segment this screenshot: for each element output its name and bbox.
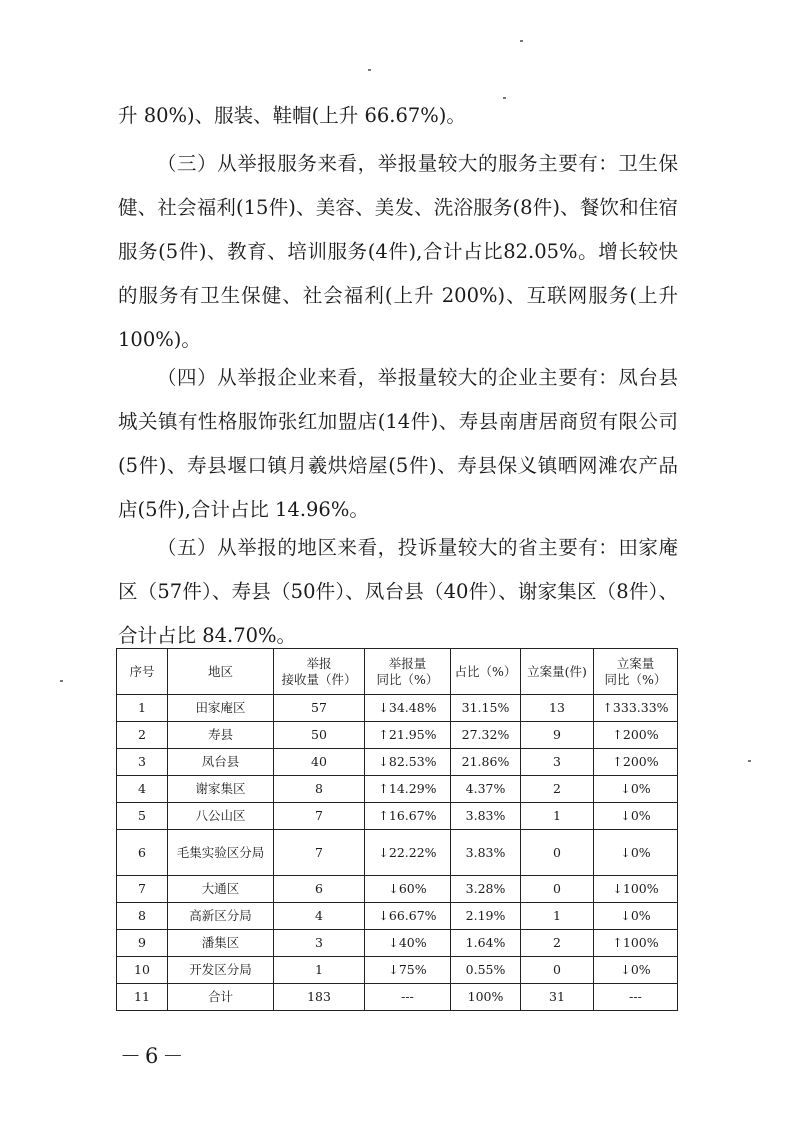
table-cell: 毛集实验区分局	[168, 830, 274, 876]
table-cell: 6	[274, 876, 365, 903]
table-cell: 7	[117, 876, 168, 903]
table-cell: 13	[521, 695, 594, 722]
table-header-cell	[117, 649, 168, 695]
table-cell: ↓0%	[594, 803, 678, 830]
table-cell: 谢家集区	[168, 776, 274, 803]
scan-speck	[60, 680, 63, 682]
header-line: 地区	[207, 663, 233, 679]
table-cell: ↓0%	[594, 776, 678, 803]
header-line: 同比（%）	[376, 671, 439, 687]
table-cell: 1.64%	[451, 930, 521, 957]
table-cell: 0	[521, 830, 594, 876]
table-cell: 凤台县	[168, 749, 274, 776]
table-cell: 3	[117, 749, 168, 776]
table-row	[117, 722, 678, 749]
table-cell: 寿县	[168, 722, 274, 749]
table-cell: 高新区分局	[168, 903, 274, 930]
paragraph-continuation: 升 80%)、服装、鞋帽(上升 66.67%)。	[118, 104, 466, 127]
header-line: 举报	[306, 655, 332, 671]
table-cell: ↑21.95%	[365, 722, 451, 749]
table-cell: 31	[521, 984, 594, 1011]
scan-speck	[368, 69, 371, 71]
table-cell: 8	[274, 776, 365, 803]
table-cell: 3.83%	[451, 830, 521, 876]
table-row	[117, 749, 678, 776]
table-header-cell	[451, 649, 521, 695]
table-cell: ↓40%	[365, 930, 451, 957]
table-row	[117, 803, 678, 830]
table-cell: 4	[274, 903, 365, 930]
paragraph-services: （三）从举报服务来看，举报量较大的服务主要有：卫生保健、社会福利(15件)、美容、美发、洗浴服务(8件)、餐饮和住宿服务(5件)、教育、培训服务(4件),合计占比82.05%。增长较快的服务有卫生保健、社会福利(上升 200%)、互联网服务(上升 100%)。	[118, 152, 678, 351]
table-cell: ↓0%	[594, 903, 678, 930]
table-header-cell	[365, 649, 451, 695]
header-line: 立案量(件)	[527, 663, 587, 679]
table-row	[117, 957, 678, 984]
table-cell: ---	[594, 984, 678, 1011]
table-cell: 1	[521, 803, 594, 830]
table-cell: 2	[117, 722, 168, 749]
table-cell: ↑333.33%	[594, 695, 678, 722]
table-cell: 3	[521, 749, 594, 776]
table-row	[117, 903, 678, 930]
table-cell: ↓82.53%	[365, 749, 451, 776]
header-line: 立案量	[616, 655, 655, 671]
table-row	[117, 776, 678, 803]
table-cell: 2	[521, 776, 594, 803]
table-cell: 8	[117, 903, 168, 930]
region-report-table	[116, 648, 678, 1011]
table-cell: 7	[274, 830, 365, 876]
table-cell: 2	[521, 930, 594, 957]
header-line: 举报量	[388, 655, 427, 671]
header-line: 占比（%）	[454, 663, 517, 679]
table-cell: 50	[274, 722, 365, 749]
table-header-row	[117, 649, 678, 695]
table-cell: ↑16.67%	[365, 803, 451, 830]
table-cell: 3.28%	[451, 876, 521, 903]
table-cell: ↓60%	[365, 876, 451, 903]
table-cell: 57	[274, 695, 365, 722]
table-cell: 潘集区	[168, 930, 274, 957]
table-body	[117, 695, 678, 1011]
table-cell: 5	[117, 803, 168, 830]
table-header-cell	[168, 649, 274, 695]
table-cell: 大通区	[168, 876, 274, 903]
table-cell: 40	[274, 749, 365, 776]
scan-speck	[503, 97, 506, 99]
table-cell: ↑200%	[594, 722, 678, 749]
table-cell: 1	[274, 957, 365, 984]
table-row	[117, 930, 678, 957]
table-row	[117, 830, 678, 876]
table-cell: ↓100%	[594, 876, 678, 903]
header-line: 接收量（件）	[281, 671, 357, 687]
header-line: 序号	[129, 663, 155, 679]
table-cell: 0	[521, 957, 594, 984]
table-cell: ↓34.48%	[365, 695, 451, 722]
table-row	[117, 984, 678, 1011]
scan-speck	[748, 760, 751, 762]
table-cell: ↑200%	[594, 749, 678, 776]
table-cell: 4	[117, 776, 168, 803]
table-cell: 31.15%	[451, 695, 521, 722]
table-cell: 3	[274, 930, 365, 957]
paragraph-regions: （五）从举报的地区来看，投诉量较大的省主要有：田家庵区（57件）、寿县（50件）、凤台县（40件）、谢家集区（8件）、合计占比 84.70%。	[118, 536, 678, 647]
table-row	[117, 695, 678, 722]
table-cell: 田家庵区	[168, 695, 274, 722]
header-line: 同比（%）	[604, 671, 667, 687]
table-cell: ↓75%	[365, 957, 451, 984]
table-cell: 9	[521, 722, 594, 749]
table-cell: 100%	[451, 984, 521, 1011]
table-cell: 6	[117, 830, 168, 876]
table-header-cell	[274, 649, 365, 695]
table-row	[117, 876, 678, 903]
table-cell: 1	[117, 695, 168, 722]
table-cell: ↓0%	[594, 830, 678, 876]
table-cell: ↓66.67%	[365, 903, 451, 930]
table-cell: 183	[274, 984, 365, 1011]
table-cell: 27.32%	[451, 722, 521, 749]
table-cell: 1	[521, 903, 594, 930]
table-header-cell	[521, 649, 594, 695]
table-cell: 4.37%	[451, 776, 521, 803]
table-cell: 2.19%	[451, 903, 521, 930]
table-cell: ---	[365, 984, 451, 1011]
table-cell: ↑14.29%	[365, 776, 451, 803]
page-number: －6－	[120, 1044, 188, 1068]
scan-speck	[520, 40, 523, 42]
table-cell: 合计	[168, 984, 274, 1011]
table-cell: 21.86%	[451, 749, 521, 776]
table-cell: 9	[117, 930, 168, 957]
table-cell: 3.83%	[451, 803, 521, 830]
table-cell: 八公山区	[168, 803, 274, 830]
table-header-cell	[594, 649, 678, 695]
table-cell: ↑100%	[594, 930, 678, 957]
table-cell: ↓0%	[594, 957, 678, 984]
table-cell: 7	[274, 803, 365, 830]
table-cell: 0.55%	[451, 957, 521, 984]
table-cell: 11	[117, 984, 168, 1011]
table-cell: 0	[521, 876, 594, 903]
paragraph-enterprises: （四）从举报企业来看，举报量较大的企业主要有：凤台县城关镇有性格服饰张红加盟店(14件)、寿县南唐居商贸有限公司(5件)、寿县堰口镇月羲烘焙屋(5件)、寿县保义镇晒网滩农产品店(5件),合计占比 14.96%。	[118, 366, 678, 521]
table-cell: 开发区分局	[168, 957, 274, 984]
table-cell: 10	[117, 957, 168, 984]
table-cell: ↓22.22%	[365, 830, 451, 876]
